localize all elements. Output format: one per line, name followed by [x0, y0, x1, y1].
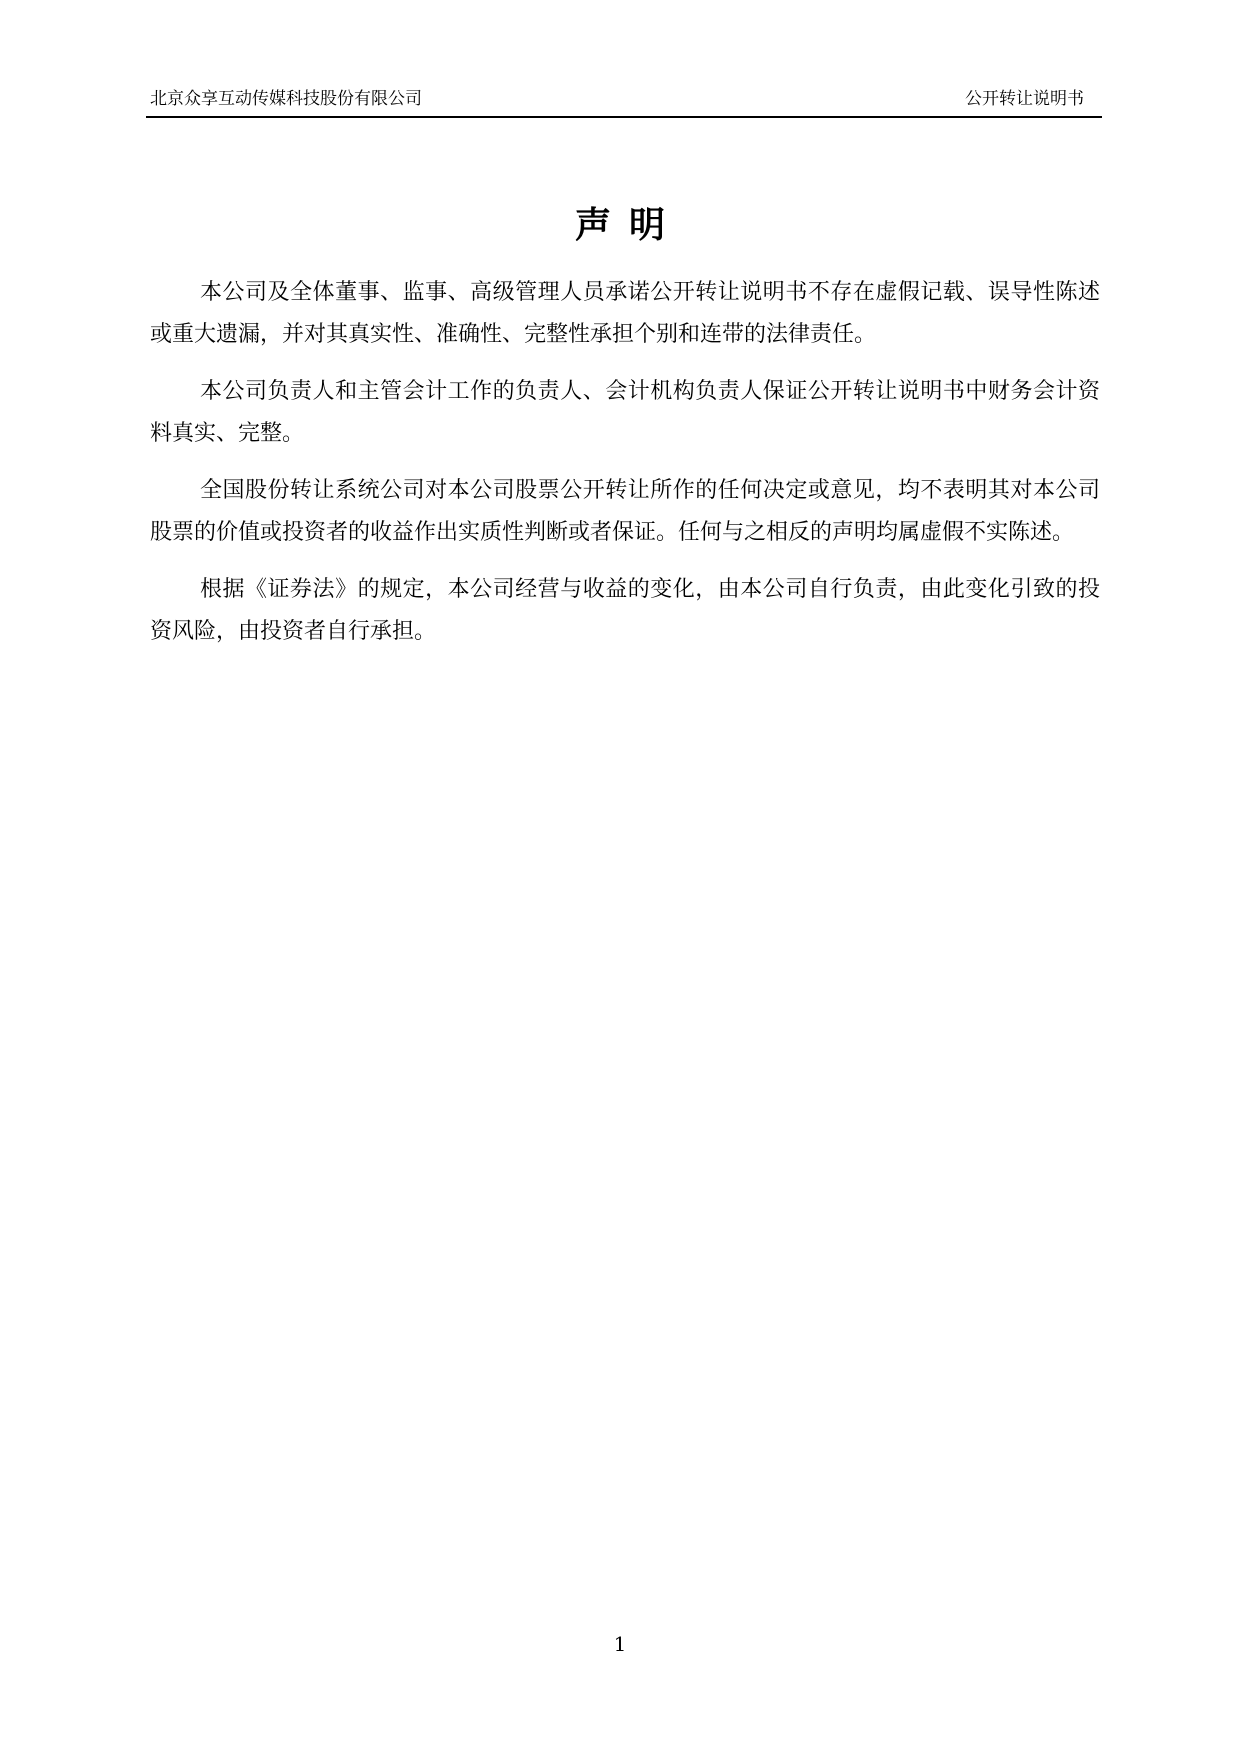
page-title: 声明: [574, 205, 683, 246]
paragraph-investment-risk: 根据《证券法》的规定，本公司经营与收益的变化，由本公司自行负责，由此变化引致的投资风险，由投资者自行承担。: [150, 577, 1100, 644]
page-header: [146, 86, 1102, 118]
paragraph-system-disclaimer: 全国股份转让系统公司对本公司股票公开转让所作的任何决定或意见，均不表明其对本公司股票的价值或投资者的收益作出实质性判断或者保证。任何与之相反的声明均属虚假不实陈述。: [150, 478, 1100, 545]
page-number: 1: [613, 1632, 627, 1656]
header-document-type: 公开转让说明书: [965, 89, 1084, 109]
declaration-body: [150, 272, 1100, 668]
paragraph-accuracy-commitment: 本公司及全体董事、监事、高级管理人员承诺公开转让说明书不存在虚假记载、误导性陈述或重大遗漏，并对其真实性、准确性、完整性承担个别和连带的法律责任。: [150, 280, 1100, 347]
header-company-name: 北京众享互动传媒科技股份有限公司: [150, 89, 422, 109]
paragraph-financial-guarantee: 本公司负责人和主管会计工作的负责人、会计机构负责人保证公开转让说明书中财务会计资料真实、完整。: [150, 379, 1100, 446]
